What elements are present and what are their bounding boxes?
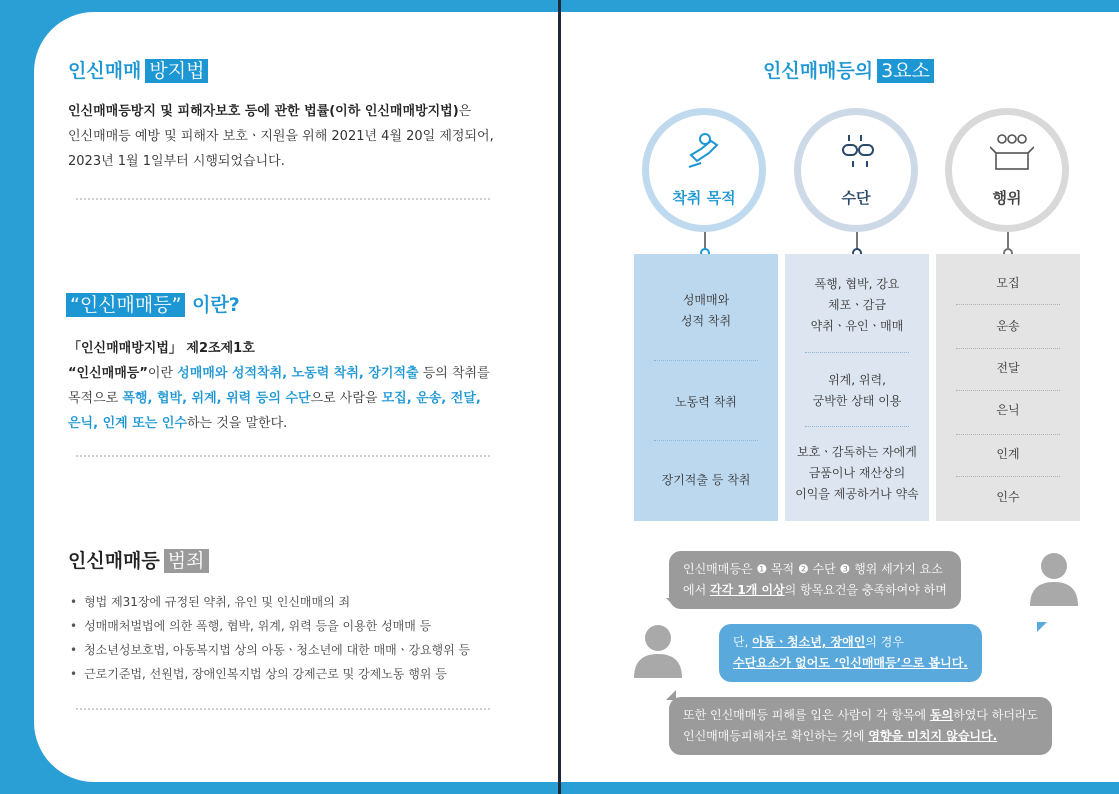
chain-icon (839, 131, 879, 171)
divider (654, 440, 758, 441)
list-item: 보호ㆍ감독하는 자에게 금품이나 재산상의 이익을 제공하거나 약속 (795, 445, 919, 501)
divider (76, 708, 490, 710)
section-title-crimes: 인신매매등 범죄 (68, 546, 209, 573)
list-item: • 청소년성보호법, 아동복지법 상의 아동ㆍ청소년에 대한 매매ㆍ강요행위 등 (70, 638, 470, 662)
speech-bubble-requirements: 인신매매등은 ❶ 목적 ❷ 수단 ❸ 행위 세가지 요소 에서 각각 1개 이상의 항목요건을 충족하여야 하며 (669, 551, 961, 609)
section-title-three-elements: 인신매매등의 3요소 (763, 56, 934, 83)
title-tag: 방지법 (145, 59, 208, 83)
list-item: 위계, 위력, 궁박한 상태 이용 (812, 373, 902, 408)
list-item: 장기적출 등 착취 (661, 473, 751, 487)
list-item: 모집 (996, 276, 1020, 290)
means-column (785, 254, 929, 521)
list-item: 전달 (996, 361, 1020, 375)
divider (805, 426, 909, 427)
divider (956, 348, 1060, 349)
divider (956, 304, 1060, 305)
people-box-icon (990, 131, 1034, 171)
element-circle-means: 수단 (794, 108, 918, 232)
list-item: 성매매와 성적 착취 (680, 293, 732, 328)
definition-text: 「인신매매방지법」 제2조제1호 “인신매매등”이란 성매매와 성적착취, 노동력 착취, 장기적출 등의 착취를 목적으로 폭행, 협박, 위계, 위력 등의 수단으로 사람을 모집, 운송, 전달, 은닉, 인계 또는 인수하는 것을 말한다. (68, 341, 490, 431)
divider (956, 390, 1060, 391)
list-item: 인계 (996, 447, 1020, 461)
divider (654, 360, 758, 361)
list-item: 인수 (996, 490, 1020, 504)
list-item: 노동력 착취 (675, 395, 737, 409)
law-description: 인신매매등방지 및 피해자보호 등에 관한 법률(이하 인신매매방지법)은 인신매매등 예방 및 피해자 보호ㆍ지원을 위해 2021년 4월 20일 제정되어, 2023년 1월 1일부터 시행되었습니다. (68, 104, 494, 169)
section-title-prevention-law: 인신매매 방지법 (68, 56, 208, 83)
element-circle-purpose: 착취 목적 (642, 108, 766, 232)
person-icon (1028, 550, 1080, 606)
element-circle-act: 행위 (945, 108, 1069, 232)
list-item: 운송 (996, 319, 1020, 333)
speech-bubble-exception: 단, 아동ㆍ청소년, 장애인의 경우 수단요소가 없어도 ‘인신매매등’으로 봅니다. (719, 624, 982, 682)
bubble-tail (666, 598, 676, 608)
list-item: • 성매매처벌법에 의한 폭행, 협박, 위계, 위력 등을 이용한 성매매 등 (70, 614, 470, 638)
act-column (936, 254, 1080, 521)
divider (956, 434, 1060, 435)
person-icon (632, 622, 684, 678)
page-spine (558, 0, 561, 794)
bubble-tail (666, 690, 676, 700)
list-item: • 근로기준법, 선원법, 장애인복지법 상의 강제근로 및 강제노동 행위 등 (70, 662, 470, 686)
list-item: 폭행, 협박, 강요 체포ㆍ감금 약취ㆍ유인ㆍ매매 (810, 277, 904, 333)
section-title-definition: “인신매매등” 이란? (66, 290, 240, 317)
list-item: 은닉 (996, 403, 1020, 417)
list-item: • 형법 제31장에 규정된 약취, 유인 및 인신매매의 죄 (70, 590, 470, 614)
divider (76, 455, 490, 457)
divider (805, 352, 909, 353)
hand-icon (687, 131, 721, 171)
bubble-tail (1037, 622, 1047, 632)
speech-bubble-consent: 또한 인신매매등 피해를 입은 사람이 각 항목에 동의하였다 하더라도 인신매매등피해자로 확인하는 것에 영향을 미치지 않습니다. (669, 697, 1052, 755)
crime-list (70, 590, 470, 686)
divider (956, 476, 1060, 477)
divider (76, 198, 490, 200)
purpose-column (634, 254, 778, 521)
